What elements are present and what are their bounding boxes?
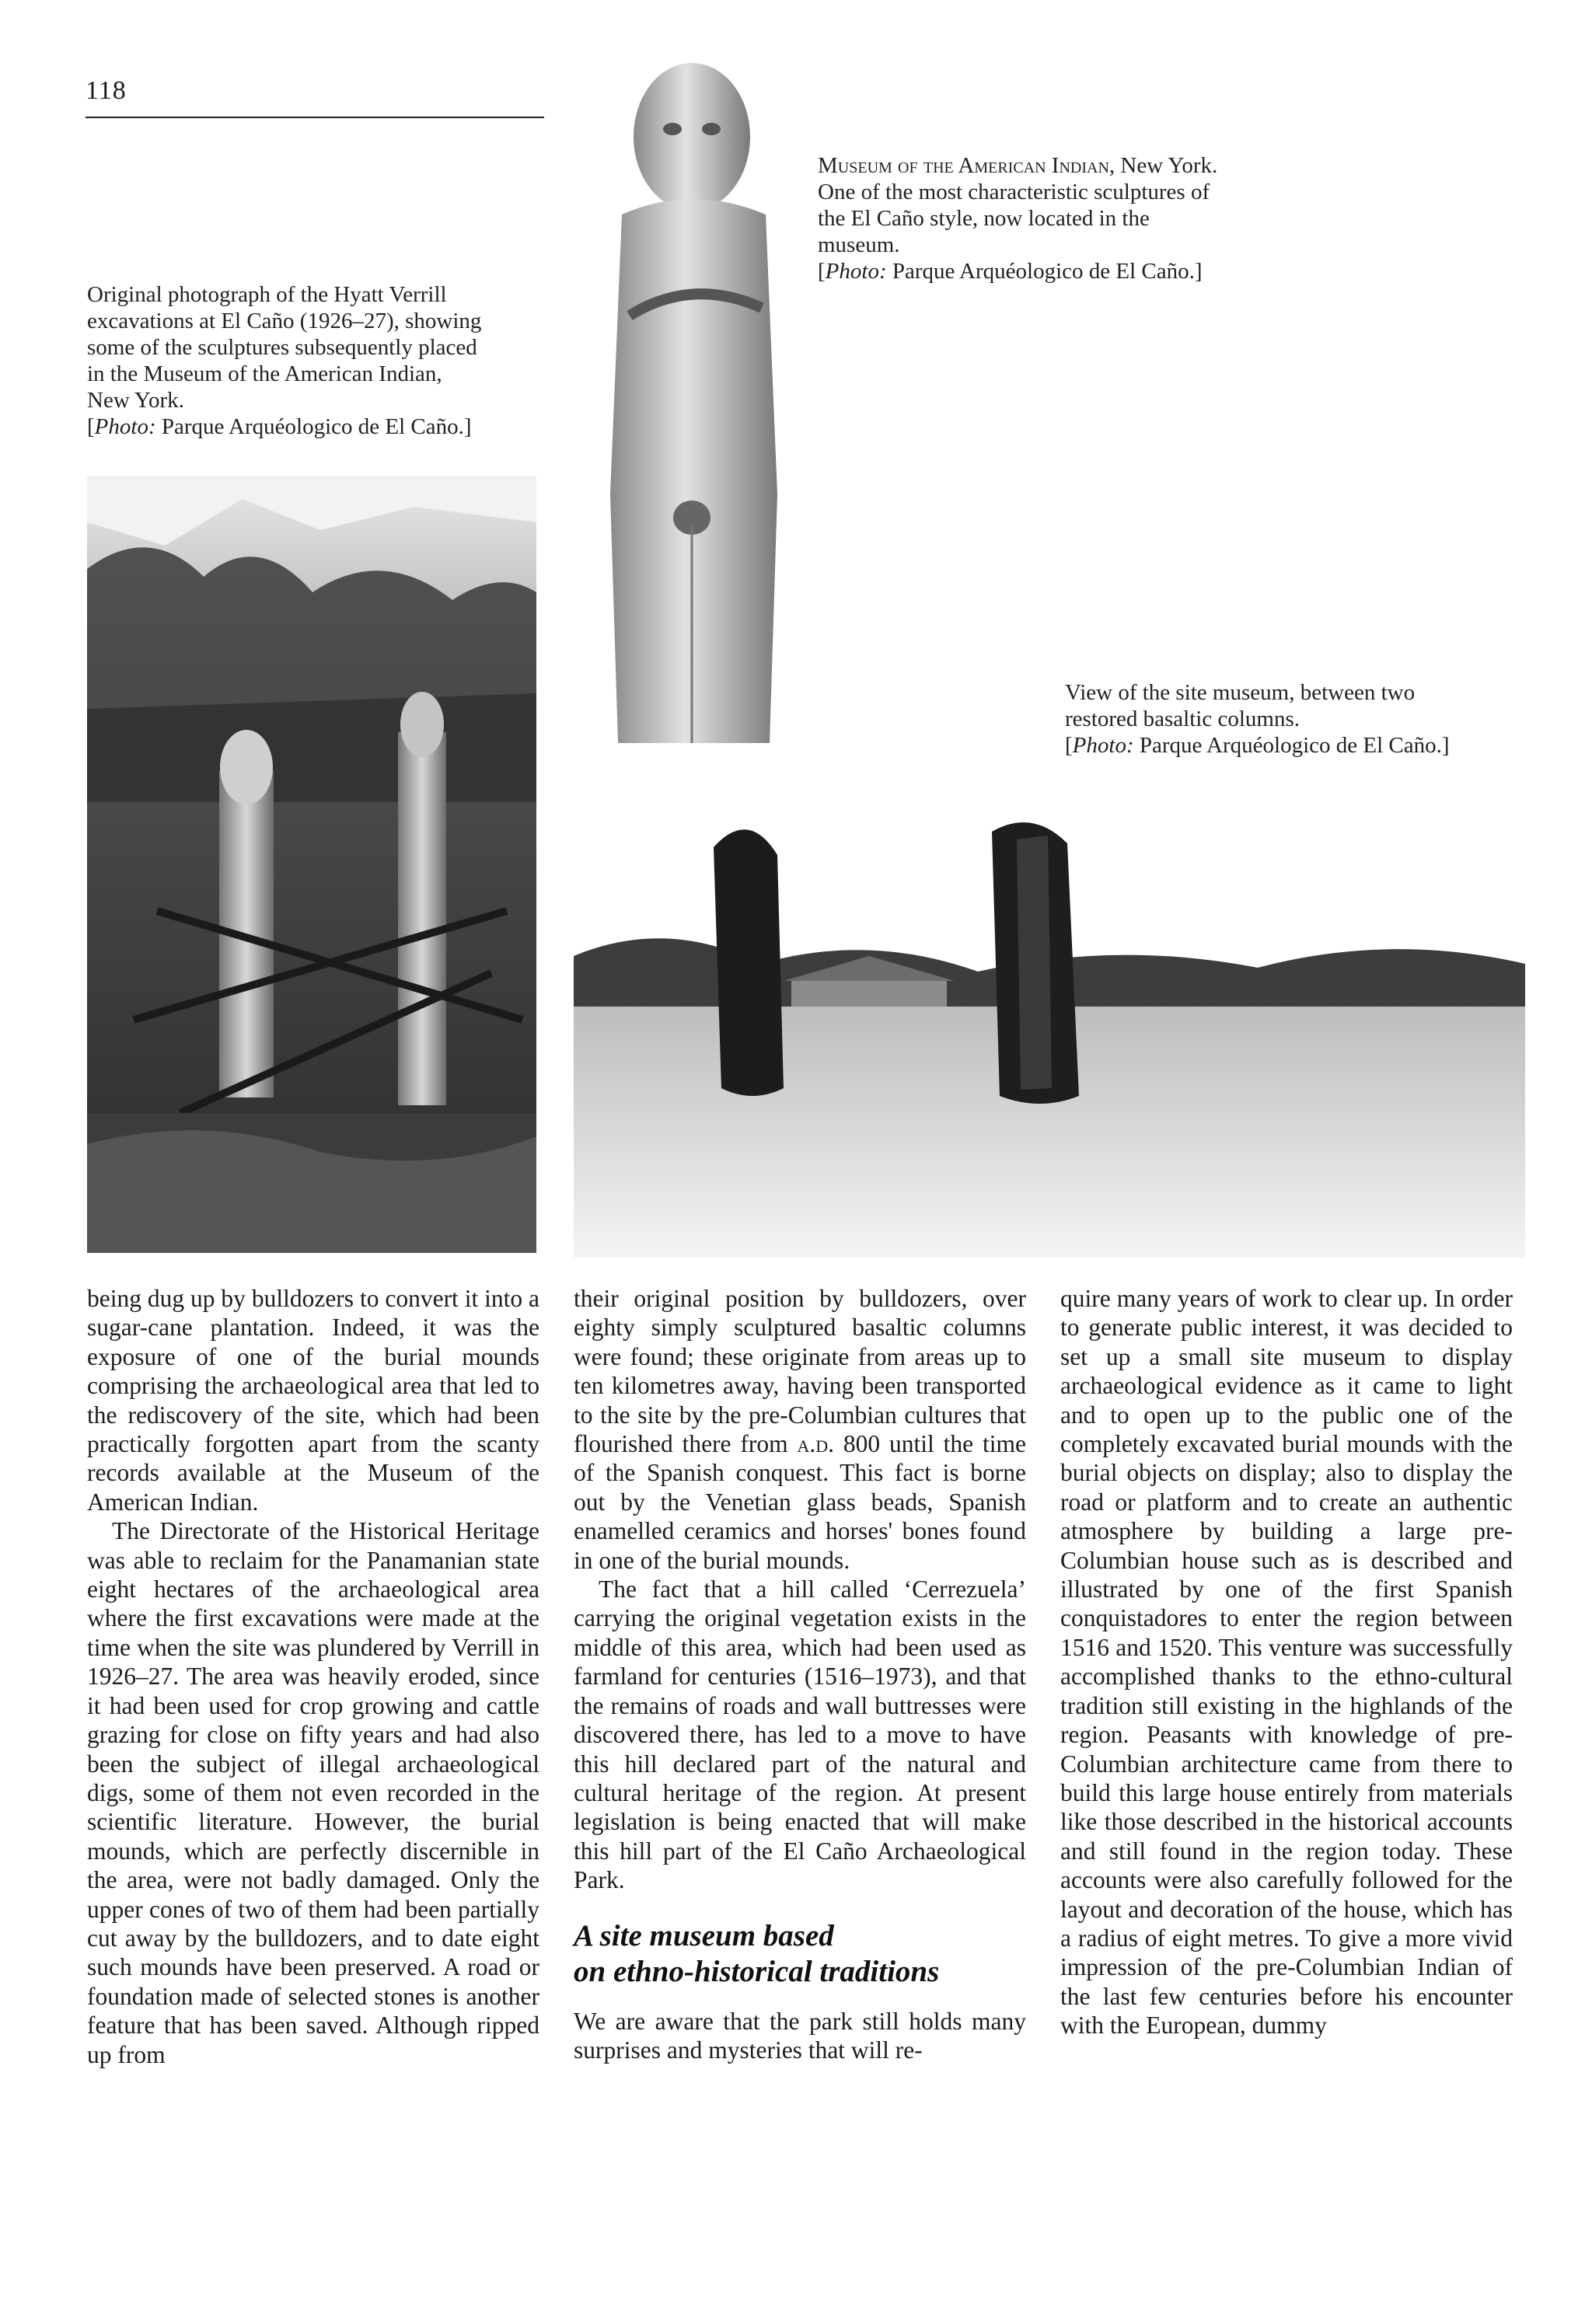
museum-city: New York. [1115, 153, 1218, 178]
paragraph-text: their original position by bulldozers, over eighty simply sculptured basaltic columns were found; these originate from areas up to ten kilometres away, having been transported to the site by the pre-Columbian cultures that flourished there from [574, 1285, 1026, 1458]
photo-credit-text: Parque Arquéologico de El Caño.] [886, 259, 1203, 284]
photo-credit-text: Parque Arquéologico de El Caño.] [1133, 733, 1450, 758]
site-museum-photo [574, 801, 1525, 1258]
paragraph: We are aware that the park still holds many surprises and mysteries that will re- [574, 2007, 1026, 2064]
paragraph: being dug up by bulldozers to convert it into a sugar-cane plantation. Indeed, it was the exposure of one of the burial mounds comprising the archaeological area that led to the rediscovery of the site, which had been practically forgotten apart from the scanty records available at the Museum of the American Indian. [87, 1285, 539, 1516]
caption-line: New York. [87, 388, 184, 413]
caption-line: some of the sculptures subsequently placed [87, 335, 477, 360]
photo-credit: [Photo: Parque Arquéologico de El Caño.] [87, 414, 472, 439]
photo-credit-label: Photo: [94, 414, 156, 439]
section-heading-line: A site museum based [574, 1918, 834, 1952]
paragraph: The Directorate of the Historical Heritage was able to reclaim for the Panamanian state eight hectares of the archaeological area where the first excavations were made at the time when the site was plundered by Verrill in 1926–27. The area was heavily eroded, since it had been used for crop growing and cattle grazing for close on fifty years and had also been the subject of illegal archaeological digs, some of them not even recorded in the scientific literature. However, the burial mounds, which are perfectly discernible in the area, were not badly damaged. Only the upper cones of two of them had been partially cut away by the bulldozers, and to date eight such mounds have been preserved. A road or foundation made of selected stones is another feature that has been saved. Although ripped up from [87, 1517, 539, 2068]
header-rule [86, 117, 544, 118]
museum-name: Museum of the American Indian, [818, 153, 1115, 178]
caption-line: One of the most characteristic sculptures of [818, 180, 1210, 204]
photo-credit: [Photo: Parque Arquéologico de El Caño.] [1065, 733, 1450, 758]
page-number: 118 [86, 76, 127, 105]
section-heading-line: on ethno-historical traditions [574, 1954, 940, 1988]
paragraph: The fact that a hill called ‘Cerrezuela’ carrying the original vegetation exists in the middle of this area, which had been used as farmland for centuries (1516–1973), and that the remains of roads and wall buttresses were discovered there, has led to a move to have this hill declared part of the natural and cultural heritage of the region. At present legislation is being enacted that will make this hill part of the El Caño Archaeological Park. [574, 1576, 1026, 1894]
paragraph: quire many years of work to clear up. In order to generate public interest, it was decided to set up a small site museum to display archaeological evidence as it came to light and to open up to the public one of the completely excavated burial mounds with the burial objects on display; also to display the road or platform and to create an authentic atmosphere by building a large pre-Columbian house such as is described and illustrated by one of the first Spanish conquistadores to enter the region between 1516 and 1520. This venture was successfully accomplished thanks to the ethno-cultural tradition still existing in the highlands of the region. Peasants with knowledge of pre-Columbian architecture came from there to build this large house entirely from materials like those described in the historical accounts and still found in the region today. These accounts were also carefully followed for the layout and decoration of the house, which has a radius of eight metres. To give a more vivid impression of the pre-Columbian Indian of the last few centuries before his encounter with the European, dummy [1060, 1285, 1513, 2040]
photo-credit: [Photo: Parque Arquéologico de El Caño.] [818, 259, 1203, 284]
paragraph [574, 1284, 1026, 1575]
caption-line: excavations at El Caño (1926–27), showing [87, 309, 482, 333]
excavation-photo [87, 476, 536, 1253]
era-abbreviation: a.d. [797, 1430, 835, 1458]
caption-line [818, 152, 1300, 179]
caption-line: museum. [818, 232, 900, 257]
site-caption [1065, 679, 1555, 759]
caption-line: the El Caño style, now located in the [818, 206, 1150, 231]
photo-credit-label: Photo: [1072, 733, 1134, 758]
paragraph-text: 800 until the time of the Spanish conquest. This fact is borne out by the Venetian glass beads, Spanish enamelled ceramics and horses' bones found in one of the burial mounds. [574, 1430, 1026, 1574]
sculpture-photo [575, 59, 808, 774]
caption-line: View of the site museum, between two [1065, 680, 1416, 705]
sculpture-caption [818, 152, 1300, 284]
excavation-caption [87, 281, 546, 440]
body-column-1 [87, 1284, 539, 2069]
photo-credit-label: Photo: [825, 259, 887, 284]
caption-line: Original photograph of the Hyatt Verrill [87, 282, 447, 307]
photo-credit-text: Parque Arquéologico de El Caño.] [155, 414, 472, 439]
body-column-3 [1060, 1284, 1513, 2040]
caption-line: in the Museum of the American Indian, [87, 361, 442, 386]
section-heading [574, 1918, 1026, 1990]
caption-line: restored basaltic columns. [1065, 707, 1300, 731]
body-column-2 [574, 1284, 1026, 2064]
